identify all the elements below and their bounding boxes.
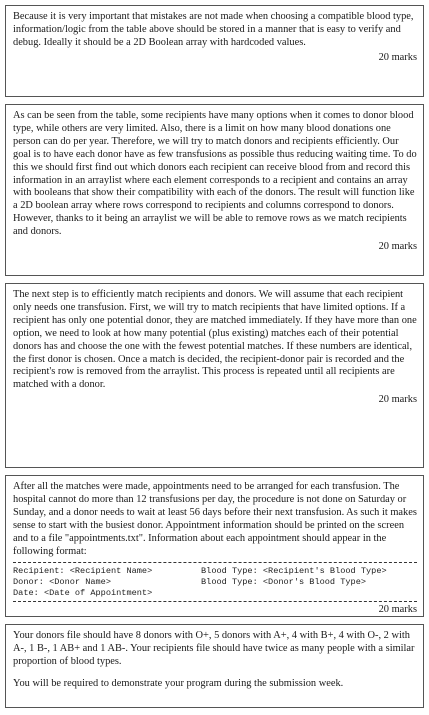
format-donor-blood: Blood Type: <Donor's Blood Type> <box>201 577 367 588</box>
section-files-and-demo <box>5 624 424 708</box>
marks-label: 20 marks <box>378 604 417 616</box>
format-recipient: Recipient: <Recipient Name> <box>13 566 153 577</box>
format-row-date <box>13 588 417 599</box>
section-matching <box>5 283 424 468</box>
section-appointments <box>5 475 424 617</box>
marks-label: 20 marks <box>378 51 417 63</box>
section-text-demo: You will be required to demonstrate your program during the submission week. <box>13 677 344 689</box>
section-text: Your donors file should have 8 donors with O+, 5 donors with A+, 4 with B+, 4 with O-, 2 with A-, 1 B-, 1 AB+ and 1 AB-. Your recipients file should have twice as many people with a similar proportion of blood types. <box>13 630 415 667</box>
format-row-recipient <box>13 566 417 577</box>
appointment-format-block <box>13 562 417 602</box>
format-donor: Donor: <Donor Name> <box>13 577 111 588</box>
format-recipient-blood: Blood Type: <Recipient's Blood Type> <box>201 566 387 577</box>
format-row-donor <box>13 577 417 588</box>
document-page <box>5 5 424 715</box>
marks-label: 20 marks <box>378 241 417 253</box>
format-date: Date: <Date of Appointment> <box>13 587 153 598</box>
section-text: As can be seen from the table, some recipients have many options when it comes to donor blood type, while others are very limited. Also, there is a limit on how many blood donations one person can do per year. Therefore, we will try to match donors and recipients efficiently. Our goal is to have each donor have as few transfusions as possible thus reducing waiting time. To do this we should first find out which donors each recipient can receive blood from and record this information in an arraylist where each element corresponds to a recipient and contains an array with booleans that show their compatibility with each of the donors. The result will function like a 2D boolean array where rows correspond to recipients and columns correspond to donors. However, thanks to it being an arraylist we will be able to remove rows as we match recipients and donors. <box>13 110 417 238</box>
section-compatibility-list <box>5 104 424 276</box>
section-text: After all the matches were made, appointments need to be arranged for each transfusion. The hospital cannot do more than 12 transfusions per day, the procedure is not done on Saturday or Sunday, and a donor needs to wait at least 56 days before their next transfusion. As such it makes sense to start with the busiest donor. Appointment information should be printed on the screen and to a file "appointments.txt". Information about each appointment should appear in the following format: <box>13 481 417 557</box>
section-data-storage <box>5 5 424 97</box>
section-text: Because it is very important that mistakes are not made when choosing a compatible blood type, information/logic from the table above should be stored in a manner that is easy to verify and debug. Ideally it should be a 2D Boolean array with hardcoded values. <box>13 11 414 48</box>
section-text: The next step is to efficiently match recipients and donors. We will assume that each recipient only needs one transfusion. First, we will try to match recipients that have limited options. If a recipient has only one potential donor, they are matched immediately. If they have more than one option, we need to look at how many potential (plus existing) matches each of their potential donors has and choose the one with the fewest potential matches. If these numbers are identical, the first donor is chosen. Once a match is decided, the recipient-donor pair is recorded and the recipient's row is removed from the arraylist. This process is repeated until all recipients are matched with a donor. <box>13 289 417 391</box>
marks-label: 20 marks <box>378 394 417 406</box>
